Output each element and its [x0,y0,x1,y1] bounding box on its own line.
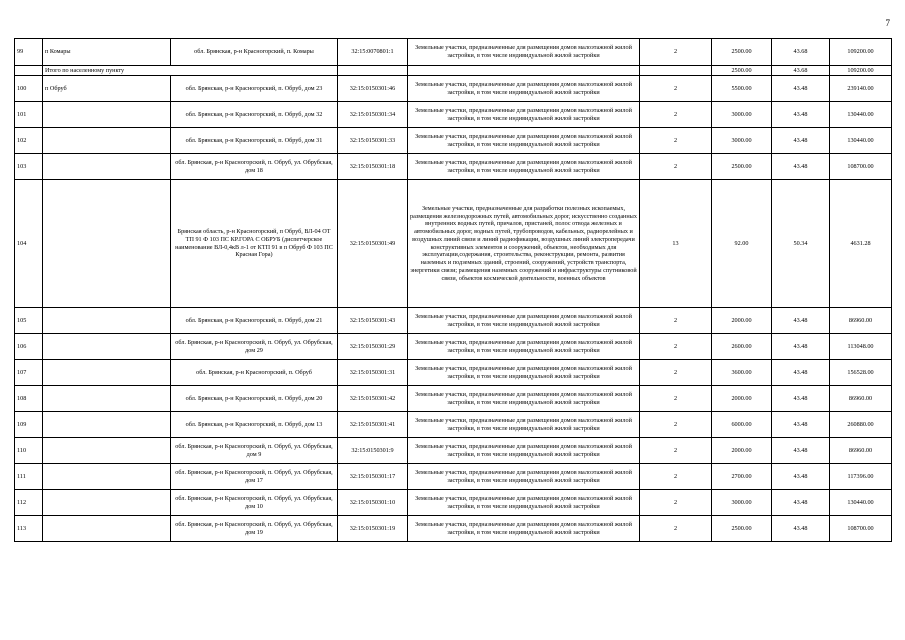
table-row [15,128,892,154]
purpose-cell: Земельные участки, предназначенные для размещения домов малоэтажной жилой застройки, в том числе индивидуальной жилой застройки [408,438,640,464]
cadastral-cell: 32:15:0150301:33 [338,128,408,154]
purpose-cell: Земельные участки, предназначенные для размещения домов малоэтажной жилой застройки, в том числе индивидуальной жилой застройки [408,39,640,66]
area-cell: 2500.00 [712,39,772,66]
address-cell: обл. Брянская, р-н Красногорский, п. Обруб, дом 31 [171,128,338,154]
table-body [15,39,892,542]
table-row [15,516,892,542]
cadastral-cell: 32:15:0150301:17 [338,464,408,490]
rate-cell: 43.48 [772,438,830,464]
area-cell: 2500.00 [712,154,772,180]
purpose-cell: Земельные участки, предназначенные для размещения домов малоэтажной жилой застройки, в том числе индивидуальной жилой застройки [408,516,640,542]
table-row [15,412,892,438]
table-row [15,386,892,412]
cadastral-cell: 32:15:0150301:34 [338,102,408,128]
row-number-cell [15,66,43,76]
table-row [15,102,892,128]
address-cell: обл. Брянская, р-н Красногорский, п. Обруб, дом 13 [171,412,338,438]
rate-cell: 43.48 [772,128,830,154]
rate-cell: 43.68 [772,66,830,76]
value-cell: 86960.00 [830,308,892,334]
rate-cell: 43.48 [772,76,830,102]
row-number-cell: 107 [15,360,43,386]
locality-cell [43,412,171,438]
row-number-cell: 110 [15,438,43,464]
address-cell: обл. Брянская, р-н Красногорский, п. Обруб, дом 32 [171,102,338,128]
value-cell: 86960.00 [830,438,892,464]
purpose-cell: Земельные участки, предназначенные для размещения домов малоэтажной жилой застройки, в том числе индивидуальной жилой застройки [408,360,640,386]
group-cell: 2 [640,76,712,102]
purpose-cell: Земельные участки, предназначенные для размещения домов малоэтажной жилой застройки, в том числе индивидуальной жилой застройки [408,308,640,334]
area-cell: 92.00 [712,180,772,308]
address-cell: обл. Брянская, р-н Красногорский, п. Обруб, ул. Обрубская, дом 9 [171,438,338,464]
locality-cell [43,128,171,154]
address-cell: обл. Брянская, р-н Красногорский, п. Обруб, ул. Обрубская, дом 19 [171,516,338,542]
cadastral-cell: 32:15:0070801:1 [338,39,408,66]
value-cell: 86960.00 [830,386,892,412]
value-cell: 109200.00 [830,66,892,76]
locality-cell [43,360,171,386]
locality-cell [43,102,171,128]
locality-cell: п Комары [43,39,171,66]
cadastral-cell: 32:15:0150301:29 [338,334,408,360]
value-cell: 4631.28 [830,180,892,308]
row-number-cell: 108 [15,386,43,412]
address-cell: Брянская область, р-н Красногорский, п Обруб, ВЛ-04 ОТ ТП 91 Ф 103 ПС КР.ГОРА С ОБРУБ (диспетчерское наименование ВЛ-0,4кВ л-1 от КТП 91 в п Обруб Ф 103 ПС Красная Гора) [171,180,338,308]
value-cell: 156528.00 [830,360,892,386]
area-cell: 6000.00 [712,412,772,438]
row-number-cell: 111 [15,464,43,490]
cadastral-cell: 32:15:0150301:31 [338,360,408,386]
purpose-cell: Земельные участки, предназначенные для размещения домов малоэтажной жилой застройки, в том числе индивидуальной жилой застройки [408,490,640,516]
table-row [15,308,892,334]
table-row [15,39,892,66]
table-row [15,334,892,360]
cadastral-cell: 32:15:0150301:9 [338,438,408,464]
rate-cell: 43.48 [772,386,830,412]
group-cell: 2 [640,360,712,386]
purpose-cell: Земельные участки, предназначенные для размещения домов малоэтажной жилой застройки, в том числе индивидуальной жилой застройки [408,154,640,180]
area-cell: 2600.00 [712,334,772,360]
purpose-cell: Земельные участки, предназначенные для размещения домов малоэтажной жилой застройки, в том числе индивидуальной жилой застройки [408,102,640,128]
rate-cell: 43.48 [772,412,830,438]
locality-cell: п Обруб [43,76,171,102]
value-cell: 130440.00 [830,102,892,128]
area-cell: 2000.00 [712,438,772,464]
purpose-cell: Земельные участки, предназначенные для размещения домов малоэтажной жилой застройки, в том числе индивидуальной жилой застройки [408,334,640,360]
group-cell: 2 [640,334,712,360]
row-number-cell: 102 [15,128,43,154]
area-cell: 2500.00 [712,66,772,76]
value-cell: 260880.00 [830,412,892,438]
rate-cell: 43.48 [772,490,830,516]
value-cell: 117396.00 [830,464,892,490]
cadastral-cell: 32:15:0150301:42 [338,386,408,412]
area-cell: 2000.00 [712,386,772,412]
address-cell: обл. Брянская, р-н Красногорский, п. Обруб, дом 21 [171,308,338,334]
rate-cell: 43.68 [772,39,830,66]
rate-cell: 43.48 [772,154,830,180]
rate-cell: 43.48 [772,308,830,334]
locality-cell [43,308,171,334]
table-row [15,180,892,308]
area-cell: 3000.00 [712,490,772,516]
address-cell: обл. Брянская, р-н Красногорский, п. Обруб [171,360,338,386]
area-cell: 2500.00 [712,516,772,542]
group-cell: 2 [640,438,712,464]
row-number-cell: 104 [15,180,43,308]
purpose-cell: Земельные участки, предназначенные для разработки полезных ископаемых, размещения железнодорожных путей, автомобильных дорог, искусственно созданных внутренних водных путей, причалов, пристаней, полос отвода железных и автомобильных дорог, водных путей, трубопроводов, кабельных, радиорелейных и воздушных линий связи и линий радиофикации, воздушных линий электропередачи конструктивных элементов и сооружений, объектов, необходимых для эксплуатации,содержания, строительства, реконструкции, ремонта, развития наземных и подземных зданий, строений, сооружений, устройств транспорта, энергетики связи; размещения наземных сооружений и инфраструктуры спутниковой связи, объектов космической деятельности, военных объектов [408,180,640,308]
locality-cell [43,180,171,308]
address-cell: обл. Брянская, р-н Красногорский, п. Обруб, дом 20 [171,386,338,412]
locality-cell [43,334,171,360]
table-row [15,464,892,490]
table-row [15,360,892,386]
row-number-cell: 112 [15,490,43,516]
total-label-cell: Итого по населенному пункту [43,66,338,76]
land-plot-table [14,38,892,542]
table-row [15,490,892,516]
table-row [15,438,892,464]
locality-total-row [15,66,892,76]
address-cell: обл. Брянская, р-н Красногорский, п. Комары [171,39,338,66]
value-cell: 113048.00 [830,334,892,360]
purpose-cell: Земельные участки, предназначенные для размещения домов малоэтажной жилой застройки, в том числе индивидуальной жилой застройки [408,386,640,412]
row-number-cell: 99 [15,39,43,66]
rate-cell: 43.48 [772,464,830,490]
purpose-cell: Земельные участки, предназначенные для размещения домов малоэтажной жилой застройки, в том числе индивидуальной жилой застройки [408,464,640,490]
value-cell: 130440.00 [830,128,892,154]
area-cell: 3000.00 [712,102,772,128]
group-cell: 2 [640,386,712,412]
area-cell: 2000.00 [712,308,772,334]
cadastral-cell: 32:15:0150301:49 [338,180,408,308]
row-number-cell: 109 [15,412,43,438]
row-number-cell: 113 [15,516,43,542]
cadastral-cell: 32:15:0150301:43 [338,308,408,334]
cadastral-cell: 32:15:0150301:41 [338,412,408,438]
cadastral-cell: 32:15:0150301:10 [338,490,408,516]
rate-cell: 43.48 [772,102,830,128]
purpose-cell: Земельные участки, предназначенные для размещения домов малоэтажной жилой застройки, в том числе индивидуальной жилой застройки [408,76,640,102]
row-number-cell: 103 [15,154,43,180]
group-cell: 2 [640,102,712,128]
address-cell: обл. Брянская, р-н Красногорский, п. Обруб, ул. Обрубская, дом 29 [171,334,338,360]
group-cell: 2 [640,516,712,542]
cadastral-cell [338,66,408,76]
area-cell: 3000.00 [712,128,772,154]
locality-cell [43,516,171,542]
locality-cell [43,386,171,412]
group-cell: 2 [640,39,712,66]
rate-cell: 43.48 [772,360,830,386]
group-cell: 2 [640,412,712,438]
table-row [15,154,892,180]
group-cell: 2 [640,308,712,334]
area-cell: 5500.00 [712,76,772,102]
cadastral-cell: 32:15:0150301:18 [338,154,408,180]
locality-cell [43,464,171,490]
locality-cell [43,154,171,180]
value-cell: 108700.00 [830,516,892,542]
group-cell [640,66,712,76]
group-cell: 2 [640,464,712,490]
value-cell: 109200.00 [830,39,892,66]
purpose-cell [408,66,640,76]
row-number-cell: 101 [15,102,43,128]
rate-cell: 43.48 [772,334,830,360]
address-cell: обл. Брянская, р-н Красногорский, п. Обруб, ул. Обрубская, дом 18 [171,154,338,180]
page-number: 7 [885,18,890,28]
purpose-cell: Земельные участки, предназначенные для размещения домов малоэтажной жилой застройки, в том числе индивидуальной жилой застройки [408,128,640,154]
table-row [15,76,892,102]
locality-cell [43,438,171,464]
address-cell: обл. Брянская, р-н Красногорский, п. Обруб, ул. Обрубская, дом 17 [171,464,338,490]
value-cell: 239140.00 [830,76,892,102]
group-cell: 2 [640,154,712,180]
locality-cell [43,490,171,516]
value-cell: 108700.00 [830,154,892,180]
cadastral-cell: 32:15:0150301:46 [338,76,408,102]
value-cell: 130440.00 [830,490,892,516]
row-number-cell: 106 [15,334,43,360]
rate-cell: 50.34 [772,180,830,308]
group-cell: 2 [640,490,712,516]
address-cell: обл. Брянская, р-н Красногорский, п. Обруб, ул. Обрубская, дом 10 [171,490,338,516]
area-cell: 3600.00 [712,360,772,386]
group-cell: 13 [640,180,712,308]
address-cell: обл. Брянская, р-н Красногорский, п. Обруб, дом 23 [171,76,338,102]
row-number-cell: 100 [15,76,43,102]
rate-cell: 43.48 [772,516,830,542]
group-cell: 2 [640,128,712,154]
area-cell: 2700.00 [712,464,772,490]
cadastral-cell: 32:15:0150301:19 [338,516,408,542]
row-number-cell: 105 [15,308,43,334]
purpose-cell: Земельные участки, предназначенные для размещения домов малоэтажной жилой застройки, в том числе индивидуальной жилой застройки [408,412,640,438]
